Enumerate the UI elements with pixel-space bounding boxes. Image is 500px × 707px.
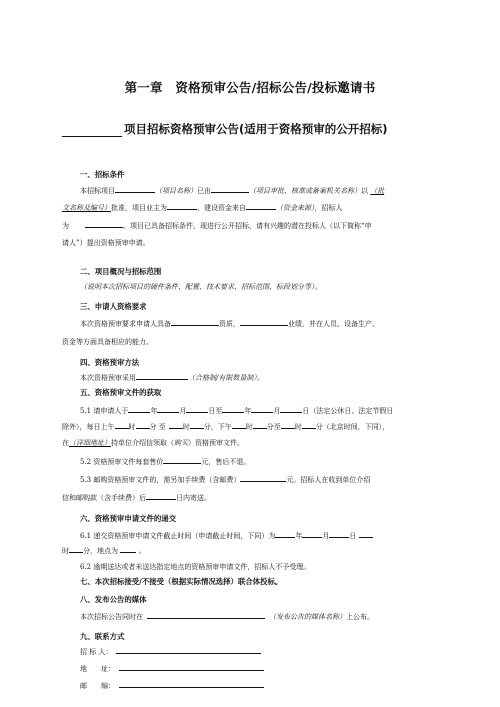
contact-row-postcode bbox=[80, 678, 442, 695]
blank bbox=[302, 420, 316, 429]
blank bbox=[146, 491, 176, 500]
s5-text: 时 bbox=[245, 423, 253, 431]
s5-line-6 bbox=[62, 490, 442, 507]
contact-label-postcode: 邮 编： bbox=[80, 682, 115, 690]
s1-text: ，招标人 bbox=[314, 204, 343, 212]
s5-text: 月 bbox=[273, 407, 281, 415]
s1-text: ，建设资金来自 bbox=[197, 204, 246, 212]
s5-text: 5.1 请申请人于 bbox=[80, 407, 129, 415]
s5-text: 分（北京时间，下同）， bbox=[315, 423, 390, 431]
s1-text: 为 bbox=[62, 222, 69, 230]
blank bbox=[136, 420, 150, 429]
s5-text: 时 bbox=[182, 423, 190, 431]
section-heading-4: 四、资格预审方法 bbox=[80, 358, 140, 367]
s5-line-1 bbox=[80, 403, 442, 420]
blank bbox=[147, 610, 265, 619]
s3-text: 业绩，并在人员、设备生产、 bbox=[288, 320, 379, 328]
blank bbox=[232, 420, 246, 429]
section-heading-7: 七、本次招标接受/不接受（根据实际情况选择）联合体投标。 bbox=[80, 577, 283, 586]
blank bbox=[251, 404, 273, 413]
s6-text: 日 bbox=[349, 532, 357, 540]
s1-authority-hint: （项目审批、核准或备案机关名称） bbox=[249, 187, 361, 195]
s5-text: 分 bbox=[149, 423, 157, 431]
section-heading-2: 二、项目概况与招标范围 bbox=[80, 267, 162, 276]
s2-line-1: （说明本次招标项目的硬件条件、配置、技术要求、招标范围、标段划分等）。 bbox=[80, 283, 322, 291]
s5-text: 除外），每日上午 bbox=[62, 423, 115, 431]
blank bbox=[171, 317, 219, 326]
s5-text: 日（法定公休日、法定节假日 bbox=[302, 407, 394, 415]
chapter-title: 第一章 资格预审公告/招标公告/投标邀请书 bbox=[124, 80, 376, 95]
s6-text: 年 bbox=[295, 532, 303, 540]
s5-text: 年 bbox=[244, 407, 252, 415]
s6-line-2 bbox=[62, 543, 442, 560]
blank bbox=[359, 529, 373, 538]
s1-fund-source-hint: （资金来源） bbox=[276, 204, 315, 212]
blank bbox=[302, 529, 322, 538]
s1-line-2 bbox=[62, 200, 442, 217]
s6-text: 月 bbox=[322, 532, 330, 540]
contact-row-address bbox=[80, 661, 442, 678]
s5-text: 5.2 资格预审文件每套售价 bbox=[80, 458, 164, 466]
section-heading-3: 三、申请人资格要求 bbox=[80, 302, 147, 311]
s8-text: 上公布。 bbox=[346, 613, 374, 621]
blank bbox=[240, 473, 286, 482]
s5-address-hint: （详细地址） bbox=[69, 439, 111, 447]
s1-approval-doc-hint: 文名称及编号） bbox=[62, 204, 111, 212]
blank bbox=[85, 219, 123, 228]
blank bbox=[240, 317, 288, 326]
s3-text: 资质， bbox=[219, 320, 240, 328]
s6-text: 。 bbox=[138, 547, 146, 555]
s1-text: 本招标项目 bbox=[80, 187, 115, 195]
s5-text: 月 bbox=[179, 407, 187, 415]
s5-text: 时 bbox=[294, 423, 302, 431]
title-blank-line bbox=[62, 124, 122, 137]
s5-text: 在 bbox=[62, 439, 69, 447]
s1-text: 以 bbox=[361, 187, 368, 195]
blank bbox=[222, 404, 244, 413]
s1-line-3 bbox=[62, 218, 442, 235]
s5-text: 年 bbox=[150, 407, 158, 415]
s1-line-4: 请人”）提出资格预审申请。 bbox=[62, 239, 150, 247]
s1-text: 已由 bbox=[197, 187, 211, 195]
s1-approval-doc-hint: （批 bbox=[370, 187, 385, 195]
blank bbox=[163, 455, 201, 464]
blank bbox=[169, 420, 183, 429]
s4-text: 本次资格预审采用 bbox=[80, 374, 136, 382]
section-heading-9: 九、联系方式 bbox=[80, 632, 125, 641]
s5-text: 至 bbox=[273, 423, 281, 431]
s5-line-5 bbox=[80, 472, 442, 489]
blank bbox=[157, 404, 179, 413]
s5-text: 5.3 邮购资格预审文件的，需另加手续费（含邮费） bbox=[80, 476, 241, 484]
blank bbox=[128, 404, 150, 413]
blank bbox=[186, 404, 208, 413]
contact-field-postcode[interactable] bbox=[119, 679, 264, 688]
section-heading-6: 六、资格预审申请文件的递交 bbox=[80, 514, 177, 523]
s3-line-1 bbox=[80, 316, 442, 333]
s5-text: 信和邮购款（含手续费）后 bbox=[62, 494, 146, 502]
contact-field-tenderer[interactable] bbox=[116, 645, 261, 654]
contact-label-address: 地 址： bbox=[80, 665, 115, 673]
s8-line-1 bbox=[80, 609, 442, 626]
s5-text: 日至 bbox=[208, 407, 223, 415]
blank bbox=[281, 420, 295, 429]
s5-line-2 bbox=[62, 419, 442, 436]
s6-text: 时 bbox=[62, 547, 69, 555]
s5-text: 时 bbox=[128, 423, 136, 431]
s6-line-3: 6.2 逾期送达或者未送达指定地点的资格预审申请文件，招标人不予受理。 bbox=[80, 563, 311, 571]
blank bbox=[69, 544, 83, 553]
s4-method-hint: （合格制/有限数量制）。 bbox=[188, 374, 264, 382]
section-heading-5: 五、资格预审文件的获取 bbox=[80, 388, 162, 397]
s3-text: 本次资格预审要求申请人具备 bbox=[80, 320, 171, 328]
s5-line-4 bbox=[80, 454, 442, 471]
s1-line-1 bbox=[80, 183, 442, 200]
blank bbox=[190, 420, 204, 429]
s5-text: 分，下午 bbox=[203, 423, 232, 431]
blank bbox=[120, 544, 136, 553]
s4-line-1 bbox=[80, 370, 442, 387]
blank bbox=[115, 420, 129, 429]
s8-media-hint: （发布公告的媒体名称） bbox=[269, 613, 346, 621]
blank bbox=[280, 404, 302, 413]
s5-text: 日内寄送。 bbox=[176, 494, 211, 502]
s5-text: 分 bbox=[266, 423, 274, 431]
blank bbox=[211, 184, 249, 193]
document-title bbox=[62, 121, 462, 137]
s5-text: 至 bbox=[158, 423, 166, 431]
section-heading-8: 八、发布公告的媒体 bbox=[80, 595, 147, 604]
blank bbox=[329, 529, 349, 538]
s8-text: 本次招标公告同时在 bbox=[80, 613, 143, 621]
s6-text: 分，地点为 bbox=[83, 547, 118, 555]
s5-text: 元。招标人在收到单位介绍 bbox=[286, 476, 371, 484]
contact-label-tenderer: 招 标 人： bbox=[80, 648, 113, 656]
contact-row-tenderer bbox=[80, 644, 442, 661]
contact-field-address[interactable] bbox=[119, 662, 264, 671]
s1-text: 批准，项目业主为 bbox=[111, 204, 167, 212]
s5-text: 元，售后不退。 bbox=[201, 458, 251, 466]
s1-project-name-hint: （项目名称） bbox=[155, 187, 197, 195]
s5-text: 持单位介绍信领取（ bbox=[111, 439, 174, 447]
blank bbox=[275, 529, 295, 538]
blank bbox=[115, 184, 155, 193]
s5-text: ）资格预审文件。 bbox=[188, 439, 244, 447]
s3-line-2: 资金等方面具备相应的能力。 bbox=[62, 338, 153, 346]
blank bbox=[246, 201, 276, 210]
blank bbox=[253, 420, 267, 429]
section-heading-1: 一、招标条件 bbox=[80, 170, 125, 179]
s5-purchase-hint: 购买 bbox=[174, 439, 188, 447]
blank bbox=[136, 371, 188, 380]
s1-text: 。项目已具备招标条件，现进行公开招标，请有兴趣的潜在投标人（以下简称“申 bbox=[123, 222, 372, 230]
document-title-text: 项目招标资格预审公告(适用于资格预审的公开招标) bbox=[124, 122, 388, 136]
blank bbox=[167, 201, 197, 210]
s6-text: 6.1 递交资格预审申请文件截止时间（申请截止时间，下同）为 bbox=[80, 532, 276, 540]
s5-line-3 bbox=[62, 435, 442, 452]
